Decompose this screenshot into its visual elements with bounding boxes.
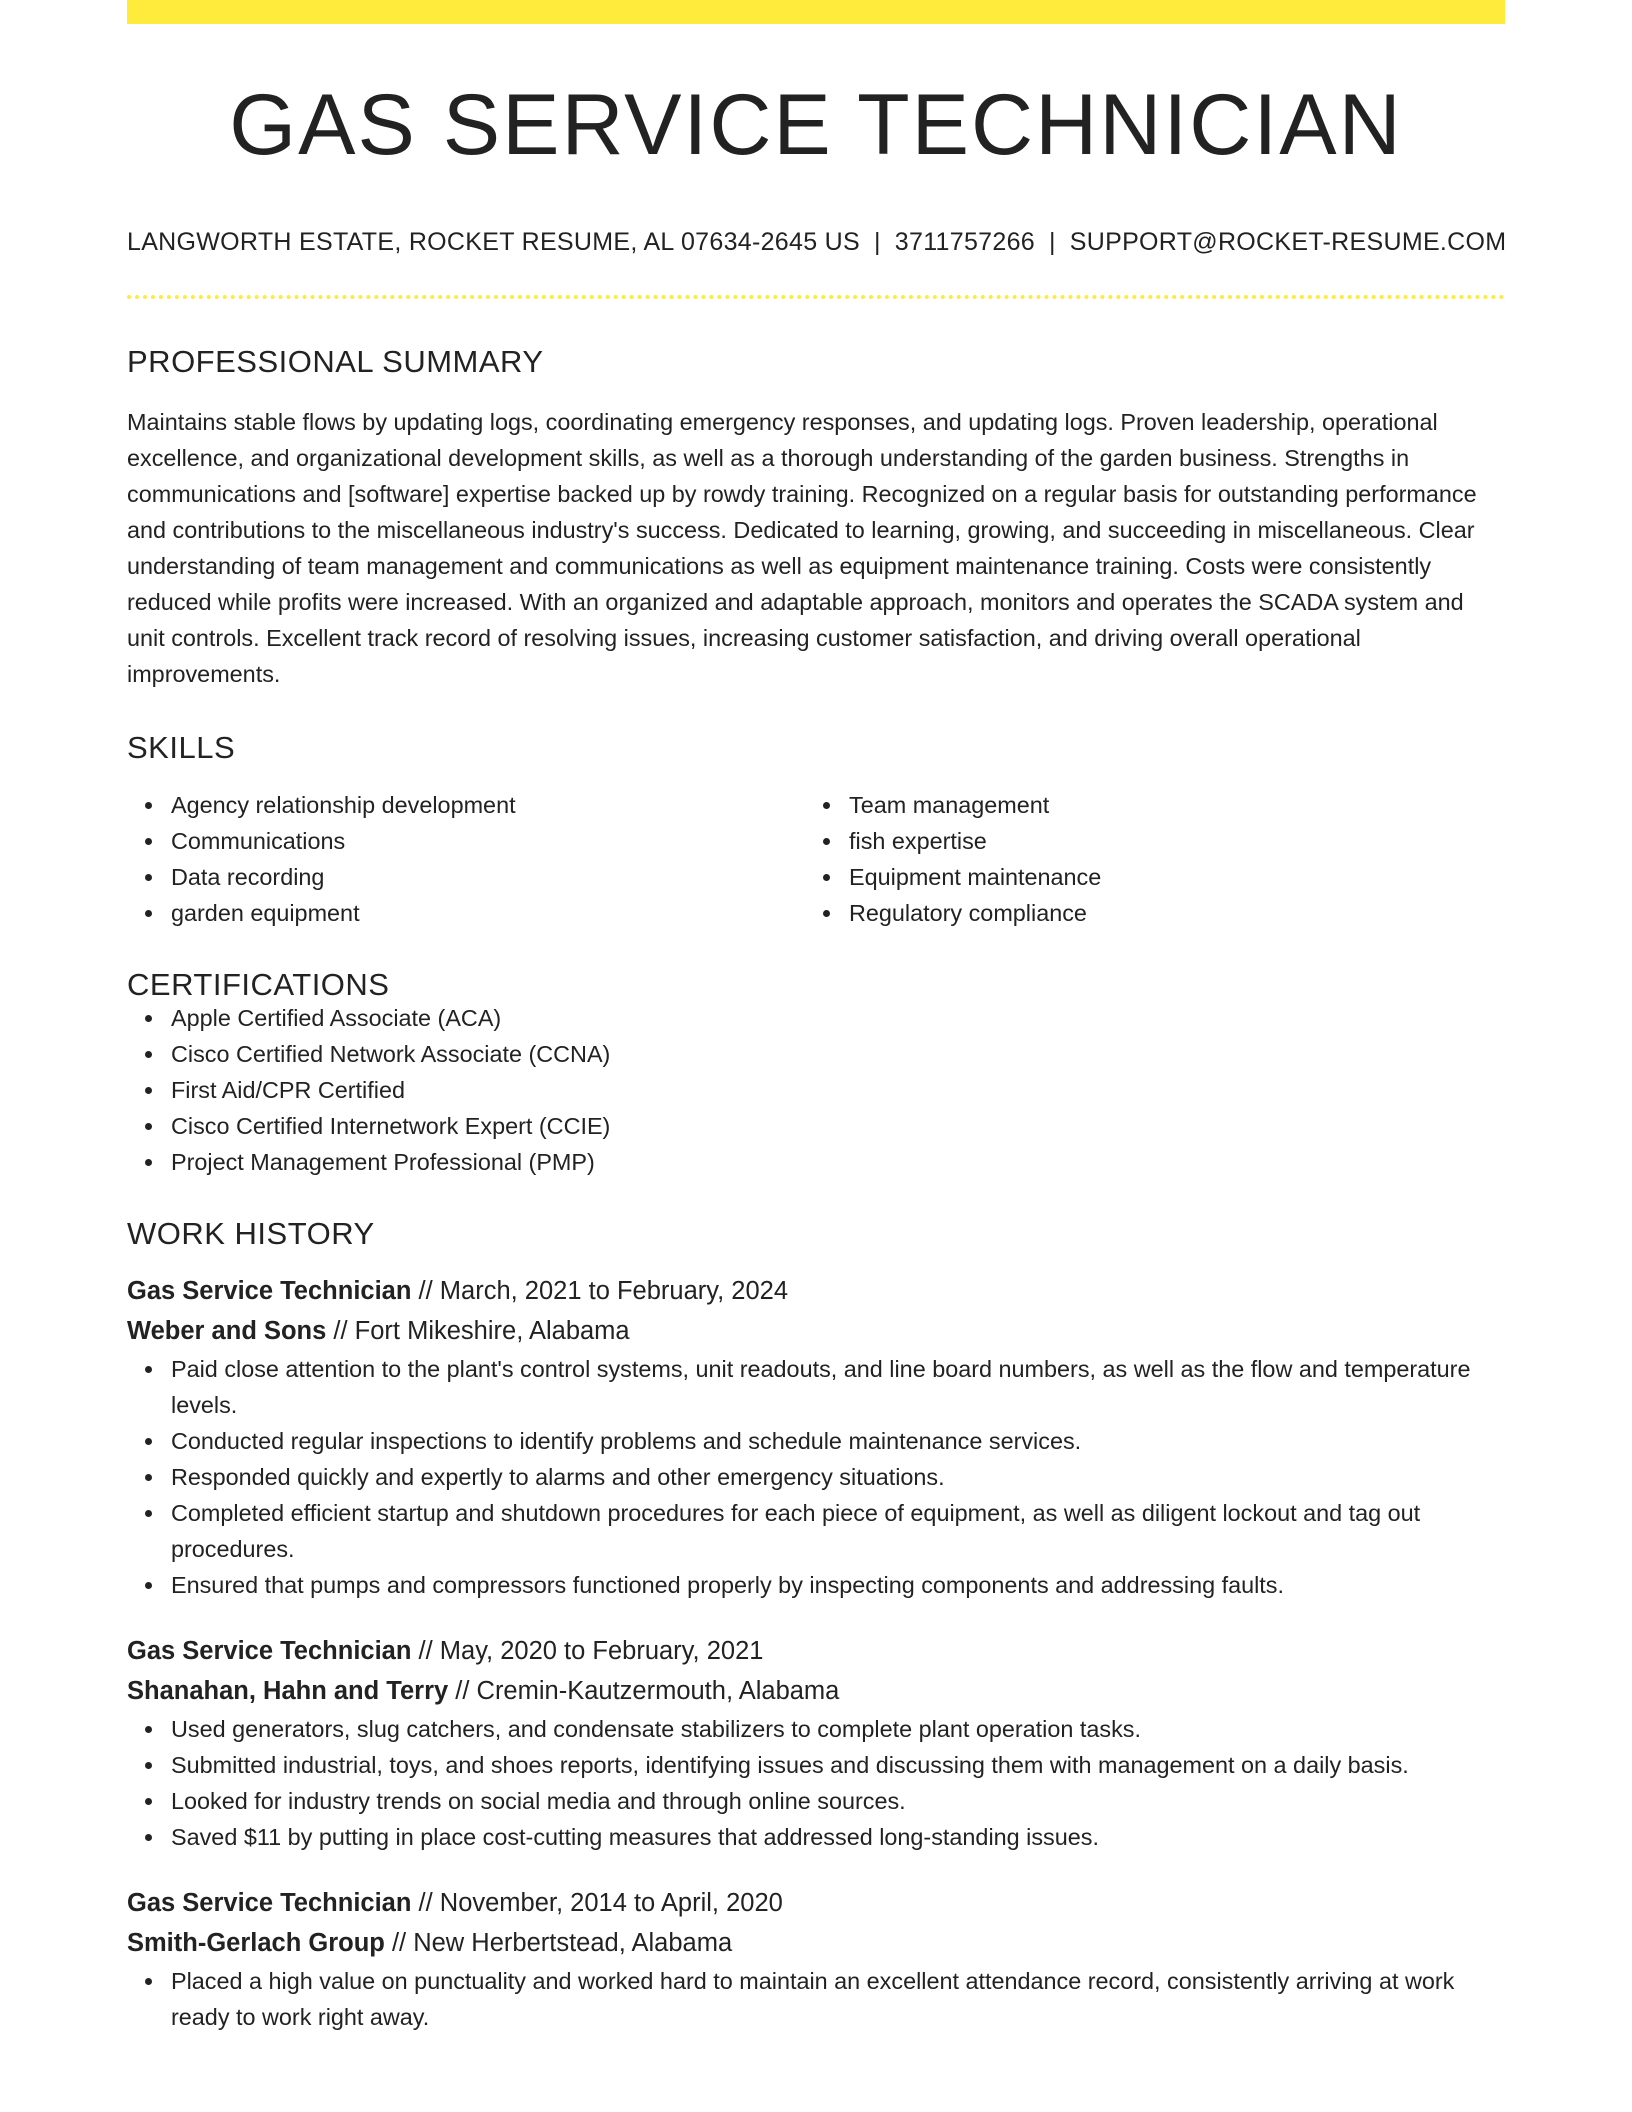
certification-item: Cisco Certified Internetwork Expert (CCIE) xyxy=(171,1108,1505,1144)
summary-title: PROFESSIONAL SUMMARY xyxy=(127,344,544,379)
job-bullet: Used generators, slug catchers, and condensate stabilizers to complete plant operation tasks. xyxy=(171,1711,1505,1747)
job-entry xyxy=(127,1631,1505,1855)
summary-text: Maintains stable flows by updating logs, coordinating emergency responses, and updating logs. Proven leadership, operational excellence, and organizational development skills, as well as a thorough understanding of the garden business. Strengths in communications and [software] expertise backed up by rowdy training. Recognized on a regular basis for outstanding performance and contributions to the miscellaneous industry's success. Dedicated to learning, growing, and succeeding in miscellaneous. Clear understanding of team management and communications as well as equipment maintenance training. Costs were consistently reduced while profits were increased. With an organized and adaptable approach, monitors and operates the SCADA system and unit controls. Excellent track record of resolving issues, increasing customer satisfaction, and driving overall operational improvements. xyxy=(127,409,1477,687)
job-company-line xyxy=(127,1923,1505,1963)
job-bullet: Looked for industry trends on social media and through online sources. xyxy=(171,1783,1505,1819)
job-dates: // March, 2021 to February, 2024 xyxy=(411,1277,788,1305)
skills-list xyxy=(127,787,1505,931)
certification-item: Project Management Professional (PMP) xyxy=(171,1144,1505,1180)
certification-item: Cisco Certified Network Associate (CCNA) xyxy=(171,1036,1505,1072)
contact-phone: 3711757266 xyxy=(894,228,1035,256)
job-location: // Cremin-Kautzermouth, Alabama xyxy=(448,1677,840,1705)
contact-address: LANGWORTH ESTATE, ROCKET RESUME, AL 07634-2645 US xyxy=(127,228,860,256)
job-entry xyxy=(127,1883,1505,2035)
job-role: Gas Service Technician xyxy=(127,1889,412,1917)
job-title-line xyxy=(127,1883,1505,1923)
contact-line xyxy=(127,230,1505,255)
skill-item: Regulatory compliance xyxy=(849,895,1483,931)
job-company: Weber and Sons xyxy=(127,1317,327,1345)
job-location: // Fort Mikeshire, Alabama xyxy=(326,1317,630,1345)
skill-item: Data recording xyxy=(171,859,805,895)
job-role: Gas Service Technician xyxy=(127,1277,412,1305)
resume-page xyxy=(127,0,1505,2035)
job-bullet: Conducted regular inspections to identify problems and schedule maintenance services. xyxy=(171,1423,1505,1459)
job-bullet: Completed efficient startup and shutdown procedures for each piece of equipment, as well as diligent lockout and tag out procedures. xyxy=(171,1495,1505,1567)
job-role: Gas Service Technician xyxy=(127,1637,412,1665)
accent-top-bar xyxy=(127,0,1505,24)
job-company: Smith-Gerlach Group xyxy=(127,1929,385,1957)
job-location: // New Herbertstead, Alabama xyxy=(384,1929,733,1957)
skill-item: Communications xyxy=(171,823,805,859)
skills-column-right xyxy=(805,787,1483,931)
job-dates: // May, 2020 to February, 2021 xyxy=(411,1637,764,1665)
skill-item: garden equipment xyxy=(171,895,805,931)
contact-separator: | xyxy=(1048,228,1056,256)
contact-email[interactable]: SUPPORT@ROCKET-RESUME.COM xyxy=(1069,228,1507,256)
job-bullet: Placed a high value on punctuality and worked hard to maintain an excellent attendance record, consistently arriving at work ready to work right away. xyxy=(171,1963,1505,2035)
job-dates: // November, 2014 to April, 2020 xyxy=(411,1889,783,1917)
job-company: Shanahan, Hahn and Terry xyxy=(127,1677,449,1705)
job-company-line xyxy=(127,1311,1505,1351)
certifications-title: CERTIFICATIONS xyxy=(127,967,390,1002)
job-entry xyxy=(127,1271,1505,1603)
skill-item: fish expertise xyxy=(849,823,1483,859)
certification-item: Apple Certified Associate (ACA) xyxy=(171,1000,1505,1036)
job-bullet: Submitted industrial, toys, and shoes reports, identifying issues and discussing them with management on a daily basis. xyxy=(171,1747,1505,1783)
certifications-list xyxy=(127,1000,1505,1180)
job-bullet: Responded quickly and expertly to alarms and other emergency situations. xyxy=(171,1459,1505,1495)
resume-name: GAS SERVICE TECHNICIAN xyxy=(229,77,1403,173)
job-bullet: Paid close attention to the plant's control systems, unit readouts, and line board numbers, as well as the flow and temperature levels. xyxy=(171,1351,1505,1423)
job-bullet: Ensured that pumps and compressors functioned properly by inspecting components and addressing faults. xyxy=(171,1567,1505,1603)
certification-item: First Aid/CPR Certified xyxy=(171,1072,1505,1108)
job-title-line xyxy=(127,1631,1505,1671)
job-title-line xyxy=(127,1271,1505,1311)
skill-item: Agency relationship development xyxy=(171,787,805,823)
job-company-line xyxy=(127,1671,1505,1711)
skill-item: Equipment maintenance xyxy=(849,859,1483,895)
job-bullets xyxy=(127,1963,1505,2035)
job-bullets xyxy=(127,1711,1505,1855)
job-bullet: Saved $11 by putting in place cost-cutting measures that addressed long-standing issues. xyxy=(171,1819,1505,1855)
contact-separator: | xyxy=(874,228,881,256)
skills-column-left xyxy=(127,787,805,931)
job-bullets xyxy=(127,1351,1505,1603)
work-history-title: WORK HISTORY xyxy=(127,1216,375,1251)
skill-item: Team management xyxy=(849,787,1483,823)
skills-title: SKILLS xyxy=(127,730,236,765)
dotted-divider xyxy=(127,295,1505,299)
